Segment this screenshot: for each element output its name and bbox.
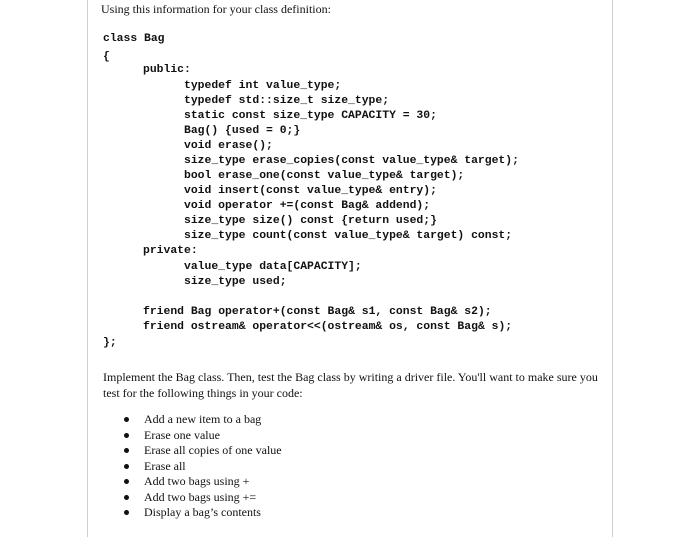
list-item: Display a bag’s contents [100,505,282,521]
code-line: size_type used; [184,276,287,288]
bullet-icon [124,433,129,438]
instructions-paragraph: Implement the Bag class. Then, test the Bag class by writing a driver file. You'll want to make sure you test for the following things in your code: [103,370,598,400]
code-line: void erase(); [184,140,273,152]
code-line: size_type erase_copies(const value_type& target); [184,155,519,167]
code-line: Bag() {used = 0;} [184,125,301,137]
code-line: bool erase_one(const value_type& target); [184,170,465,182]
code-line: void operator +=(const Bag& addend); [184,200,431,212]
list-item: Erase all [100,459,282,475]
intro-text: Using this information for your class definition: [101,2,331,16]
code-line: size_type count(const value_type& target) const; [184,230,513,242]
list-item: Erase one value [100,428,282,444]
list-item: Add two bags using += [100,490,282,506]
code-line: typedef std::size_t size_type; [184,95,390,107]
code-line: friend ostream& operator<<(ostream& os, const Bag& s); [143,321,513,333]
code-public-label: public: [143,64,191,76]
code-class-line: class Bag [103,33,165,45]
bullet-icon [124,479,129,484]
bullet-icon [124,495,129,500]
list-item: Add a new item to a bag [100,412,282,428]
code-line: void insert(const value_type& entry); [184,185,437,197]
bullet-icon [124,448,129,453]
list-item: Add two bags using + [100,474,282,490]
code-line: static const size_type CAPACITY = 30; [184,110,437,122]
code-close: }; [103,337,117,349]
code-private-label: private: [143,245,198,257]
list-item: Erase all copies of one value [100,443,282,459]
code-open-brace: { [103,51,110,63]
test-list [100,412,282,521]
code-line: friend Bag operator+(const Bag& s1, const Bag& s2); [143,306,492,318]
bullet-icon [124,510,129,515]
code-line: typedef int value_type; [184,80,342,92]
code-line: size_type size() const {return used;} [184,215,437,227]
bullet-icon [124,464,129,469]
bullet-icon [124,417,129,422]
code-line: value_type data[CAPACITY]; [184,261,362,273]
